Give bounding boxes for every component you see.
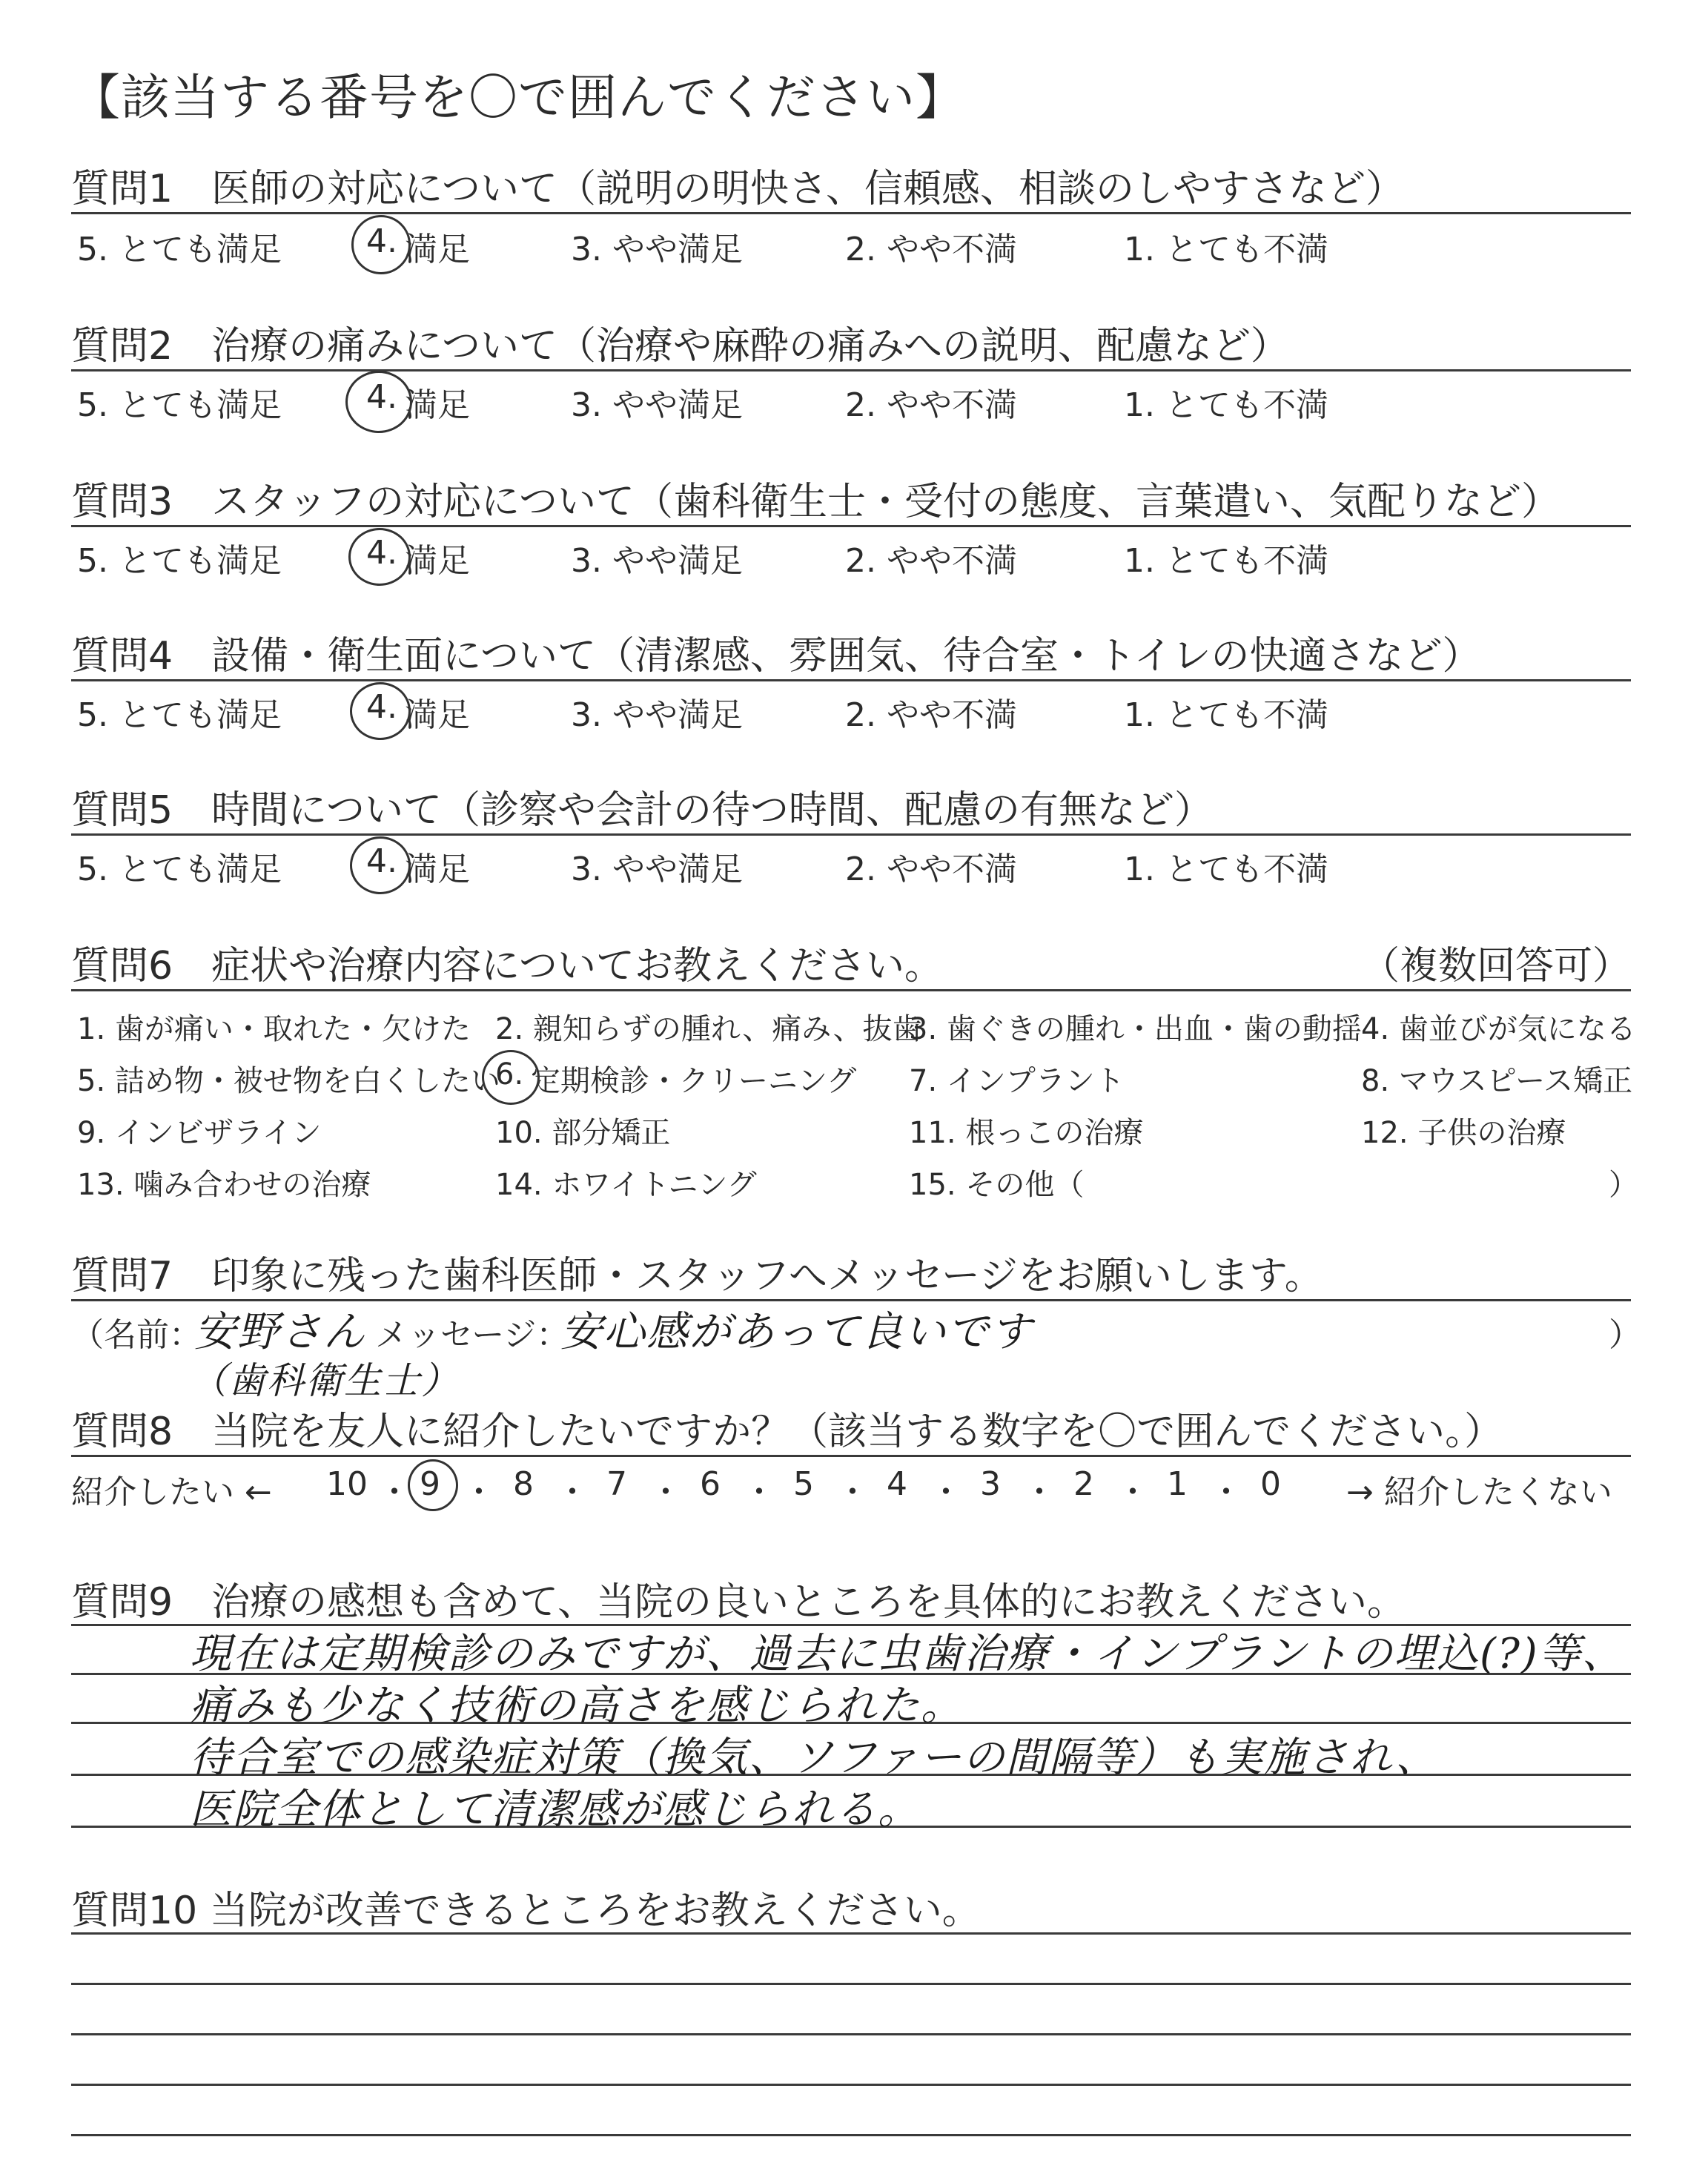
q1-title: 質問1 医師の対応について（説明の明快さ、信頼感、相談のしやすさなど） bbox=[71, 167, 1404, 211]
q6-option-9[interactable]: 9. インビザライン bbox=[77, 1116, 322, 1150]
q9-answer-line-4[interactable]: 医院全体として清潔感が感じられる。 bbox=[190, 1786, 921, 1834]
q2-option-4-label[interactable]: 満足 bbox=[405, 386, 470, 424]
q3-option-1[interactable]: 1. とても不満 bbox=[1124, 542, 1328, 580]
q8-option-1[interactable]: 1 bbox=[1167, 1465, 1188, 1503]
q2-option-2[interactable]: 2. やや不満 bbox=[845, 386, 1017, 424]
q6-option-8[interactable]: 8. マウスピース矯正 bbox=[1361, 1064, 1633, 1098]
q8-scale-dot: ・ bbox=[1116, 1473, 1149, 1511]
q2-title: 質問2 治療の痛みについて（治療や麻酔の痛みへの説明、配慮など） bbox=[71, 324, 1290, 369]
q2-selected-circle bbox=[345, 371, 412, 433]
q3-title: 質問3 スタッフの対応について（歯科衛生士・受付の態度、言葉遣い、気配りなど） bbox=[71, 480, 1560, 524]
q4-option-4-number[interactable]: 4. bbox=[366, 688, 397, 726]
q8-option-8[interactable]: 8 bbox=[513, 1465, 534, 1503]
q8-option-4[interactable]: 4 bbox=[887, 1465, 907, 1503]
q6-title: 質問6 症状や治療内容についてお教えください。 bbox=[71, 944, 944, 988]
q8-scale-dot: ・ bbox=[1023, 1473, 1056, 1511]
q6-option-6-number[interactable]: 6. bbox=[495, 1057, 524, 1091]
q4-title: 質問4 設備・衛生面について（清潔感、雰囲気、待合室・トイレの快適さなど） bbox=[71, 634, 1481, 678]
q10-rule-5 bbox=[71, 2134, 1631, 2136]
q2-option-3[interactable]: 3. やや満足 bbox=[571, 386, 743, 424]
q8-option-9[interactable]: 9 bbox=[420, 1465, 440, 1503]
q1-rule bbox=[71, 212, 1631, 214]
q6-option-1[interactable]: 1. 歯が痛い・取れた・欠けた bbox=[77, 1012, 471, 1046]
q8-right-label: → 紹介したくない bbox=[1346, 1473, 1612, 1511]
q4-selected-circle bbox=[350, 682, 411, 740]
q8-scale-dot: ・ bbox=[1210, 1473, 1242, 1511]
q6-selected-circle bbox=[482, 1050, 540, 1105]
q7-message-label: メッセージ： bbox=[375, 1316, 569, 1354]
q3-option-5[interactable]: 5. とても満足 bbox=[77, 542, 282, 580]
q5-selected-circle bbox=[350, 836, 411, 894]
q4-option-4-label[interactable]: 満足 bbox=[405, 696, 470, 734]
q6-option-10[interactable]: 10. 部分矯正 bbox=[495, 1116, 671, 1150]
q3-rule bbox=[71, 525, 1631, 527]
q6-option-11[interactable]: 11. 根っこの治療 bbox=[909, 1116, 1144, 1150]
q6-option-4[interactable]: 4. 歯並びが気になる bbox=[1361, 1012, 1636, 1046]
q1-option-5[interactable]: 5. とても満足 bbox=[77, 231, 282, 268]
q8-option-10[interactable]: 10 bbox=[326, 1465, 368, 1503]
q2-option-4-number[interactable]: 4. bbox=[366, 378, 397, 416]
q6-option-5[interactable]: 5. 詰め物・被せ物を白くしたい bbox=[77, 1064, 500, 1098]
q3-option-4-number[interactable]: 4. bbox=[366, 534, 397, 572]
q8-left-label: 紹介したい ← bbox=[71, 1473, 272, 1511]
q8-scale-dot: ・ bbox=[463, 1473, 495, 1511]
q3-selected-circle bbox=[348, 528, 411, 586]
q6-option-15-close: ） bbox=[1609, 1168, 1638, 1202]
q8-option-7[interactable]: 7 bbox=[606, 1465, 627, 1503]
q7-role-value: （歯科衛生士） bbox=[190, 1359, 460, 1402]
q1-option-2[interactable]: 2. やや不満 bbox=[845, 231, 1017, 268]
q8-option-3[interactable]: 3 bbox=[980, 1465, 1001, 1503]
q10-title: 質問10 当院が改善できるところをお教えください。 bbox=[71, 1889, 981, 1933]
q9-answer-line-3[interactable]: 待合室での感染症対策（換気、ソファーの間隔等）も実施され、 bbox=[190, 1734, 1439, 1782]
q3-option-3[interactable]: 3. やや満足 bbox=[571, 542, 743, 580]
q7-name-label: （名前： bbox=[71, 1316, 202, 1354]
q6-option-12[interactable]: 12. 子供の治療 bbox=[1361, 1116, 1566, 1150]
q10-rule-1 bbox=[71, 1932, 1631, 1935]
q7-title: 質問7 印象に残った歯科医師・スタッフへメッセージをお願いします。 bbox=[71, 1254, 1323, 1298]
q8-scale-dot: ・ bbox=[556, 1473, 589, 1511]
q6-option-7[interactable]: 7. インプラント bbox=[909, 1064, 1125, 1098]
q4-rule bbox=[71, 679, 1631, 681]
q8-option-5[interactable]: 5 bbox=[793, 1465, 814, 1503]
q5-option-4-number[interactable]: 4. bbox=[366, 842, 397, 880]
q1-option-4-number[interactable]: 4. bbox=[366, 222, 397, 260]
q5-option-1[interactable]: 1. とても不満 bbox=[1124, 851, 1328, 888]
q2-option-5[interactable]: 5. とても満足 bbox=[77, 386, 282, 424]
q4-option-5[interactable]: 5. とても満足 bbox=[77, 696, 282, 734]
q5-option-4-label[interactable]: 満足 bbox=[405, 851, 470, 888]
q7-name-value[interactable]: 安野さん bbox=[194, 1308, 366, 1356]
q6-option-15[interactable]: 15. その他（ bbox=[909, 1168, 1085, 1202]
q2-option-1[interactable]: 1. とても不満 bbox=[1124, 386, 1328, 424]
q8-title: 質問8 当院を友人に紹介したいですか？（該当する数字を〇で囲んでください。） bbox=[71, 1410, 1503, 1454]
q4-option-1[interactable]: 1. とても不満 bbox=[1124, 696, 1328, 734]
q5-rule bbox=[71, 833, 1631, 836]
q5-option-5[interactable]: 5. とても満足 bbox=[77, 851, 282, 888]
q6-option-6-label[interactable]: 定期検診・クリーニング bbox=[531, 1064, 857, 1098]
q8-option-2[interactable]: 2 bbox=[1073, 1465, 1094, 1503]
q4-option-3[interactable]: 3. やや満足 bbox=[571, 696, 743, 734]
q8-scale-dot: ・ bbox=[743, 1473, 775, 1511]
form-title: 【該当する番号を〇で囲んでください】 bbox=[71, 69, 965, 126]
q10-rule-4 bbox=[71, 2084, 1631, 2086]
q1-option-1[interactable]: 1. とても不満 bbox=[1124, 231, 1328, 268]
q6-note: （複数回答可） bbox=[1361, 944, 1632, 988]
q8-scale-dot: ・ bbox=[649, 1473, 682, 1511]
q6-rule bbox=[71, 989, 1631, 991]
q4-option-2[interactable]: 2. やや不満 bbox=[845, 696, 1017, 734]
q7-close-paren: ） bbox=[1609, 1316, 1641, 1354]
q6-option-13[interactable]: 13. 噛み合わせの治療 bbox=[77, 1168, 371, 1202]
q7-message-value[interactable]: 安心感があって良いです bbox=[560, 1308, 1033, 1356]
q9-answer-line-2[interactable]: 痛みも少なく技術の高さを感じられた。 bbox=[190, 1682, 964, 1730]
q1-option-4-label[interactable]: 満足 bbox=[405, 231, 470, 268]
q10-rule-3 bbox=[71, 2033, 1631, 2035]
q5-option-2[interactable]: 2. やや不満 bbox=[845, 851, 1017, 888]
q3-option-2[interactable]: 2. やや不満 bbox=[845, 542, 1017, 580]
q9-title: 質問9 治療の感想も含めて、当院の良いところを具体的にお教えください。 bbox=[71, 1580, 1406, 1625]
q6-option-2[interactable]: 2. 親知らずの腫れ、痛み、抜歯 bbox=[495, 1012, 922, 1046]
q8-scale-dot: ・ bbox=[836, 1473, 869, 1511]
q1-selected-circle bbox=[351, 215, 411, 274]
q6-option-14[interactable]: 14. ホワイトニング bbox=[495, 1168, 757, 1202]
q9-answer-line-1[interactable]: 現在は定期検診のみですが、過去に虫歯治療・インプラントの埋込(?)等、 bbox=[190, 1630, 1625, 1678]
q2-rule bbox=[71, 369, 1631, 371]
q8-option-0[interactable]: 0 bbox=[1260, 1465, 1281, 1503]
q5-option-3[interactable]: 3. やや満足 bbox=[571, 851, 743, 888]
q8-option-6[interactable]: 6 bbox=[700, 1465, 721, 1503]
q8-selected-circle bbox=[408, 1459, 458, 1511]
q8-scale-dot: ・ bbox=[378, 1473, 411, 1511]
q8-scale-dot: ・ bbox=[930, 1473, 962, 1511]
q3-option-4-label[interactable]: 満足 bbox=[405, 542, 470, 580]
q5-title: 質問5 時間について（診察や会計の待つ時間、配慮の有無など） bbox=[71, 788, 1214, 833]
q8-rule bbox=[71, 1455, 1631, 1457]
q1-option-3[interactable]: 3. やや満足 bbox=[571, 231, 743, 268]
q6-option-3[interactable]: 3. 歯ぐきの腫れ・出血・歯の動揺 bbox=[909, 1012, 1362, 1046]
q10-rule-2 bbox=[71, 1983, 1631, 1985]
